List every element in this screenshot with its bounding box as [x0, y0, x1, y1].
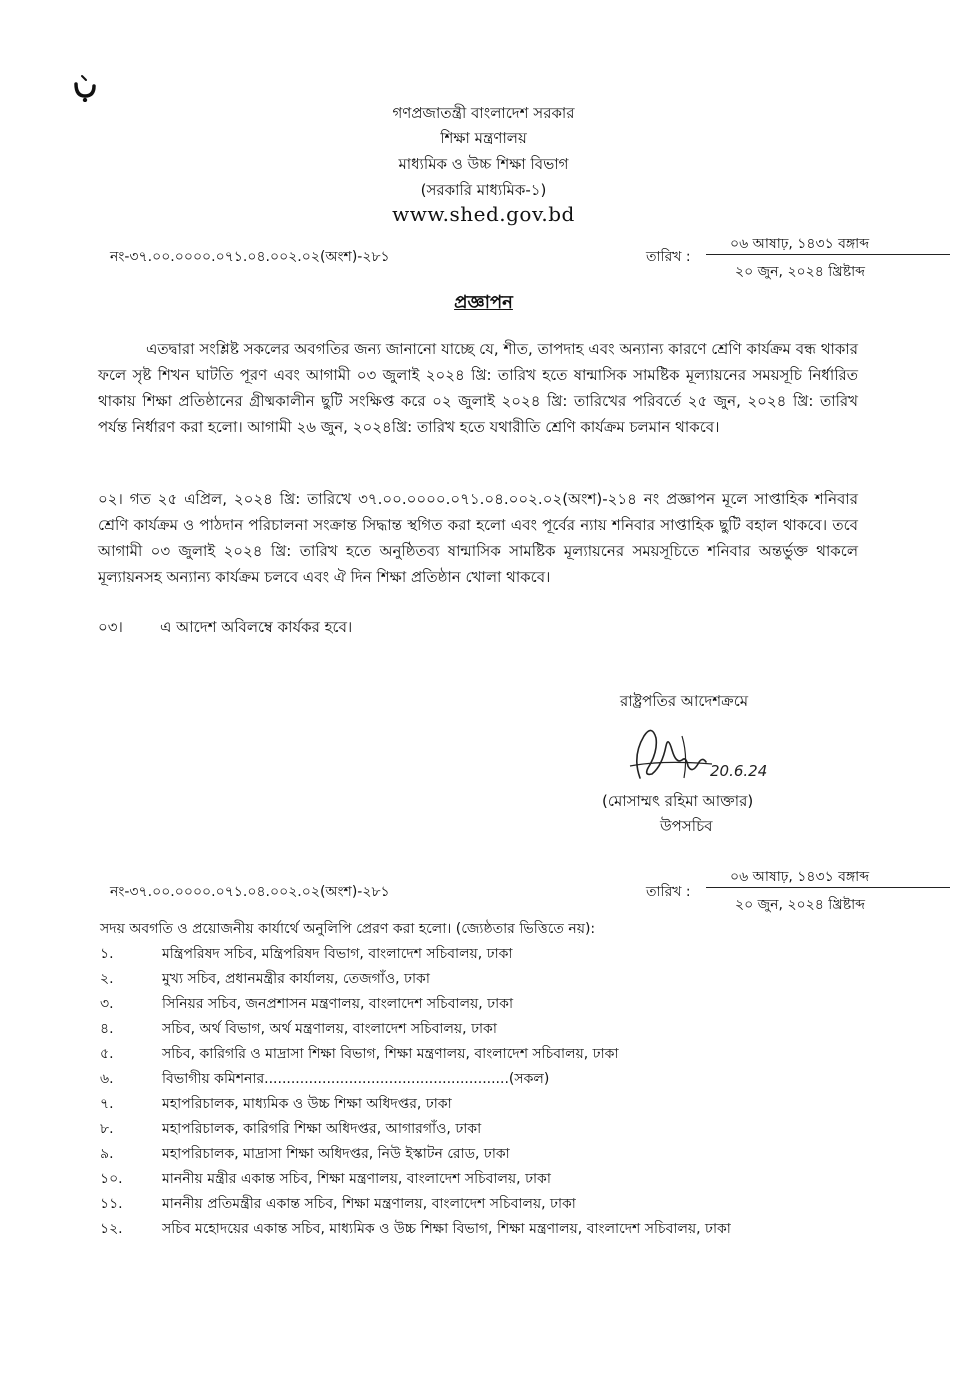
copy-item-text: মহাপরিচালক, মাধ্যমিক ও উচ্চ শিক্ষা অধিদপ্তর, ঢাকা: [162, 1096, 452, 1112]
date-gregorian-copy: ২০ জুন, ২০২৪ খ্রিষ্টাব্দ: [735, 897, 865, 913]
copy-item-text: সিনিয়র সচিব, জনপ্রশাসন মন্ত্রণালয়, বাংলাদেশ সচিবালয়, ঢাকা: [162, 996, 514, 1012]
website-link[interactable]: www.shed.gov.bd: [392, 202, 575, 226]
copy-item-number: ১.: [100, 946, 114, 962]
copy-item-text: মহাপরিচালক, কারিগরি শিক্ষা অধিদপ্তর, আগারগাঁও, ঢাকা: [162, 1121, 482, 1137]
copy-item-number: ৯.: [100, 1146, 114, 1162]
ministry-name: শিক্ষা মন্ত্রণালয়: [440, 129, 527, 147]
paragraph-2: [98, 486, 858, 590]
date-label: তারিখ :: [646, 249, 691, 265]
copy-item-number: ২.: [100, 971, 114, 987]
copy-item-number: ৬.: [100, 1071, 114, 1087]
paragraph-1: [98, 336, 858, 440]
copy-item-text: সচিব মহোদয়ের একান্ত সচিব, মাধ্যমিক ও উচ্চ শিক্ষা বিভাগ, শিক্ষা মন্ত্রণালয়, বাংলাদেশ সচিবালয়, ঢাকা: [162, 1221, 731, 1237]
copy-item-number: ৫.: [100, 1046, 114, 1062]
copy-item-text: সচিব, কারিগরি ও মাদ্রাসা শিক্ষা বিভাগ, শিক্ষা মন্ত্রণালয়, বাংলাদেশ সচিবালয়, ঢাকা: [162, 1046, 619, 1062]
government-name: গণপ্রজাতন্ত্রী বাংলাদেশ সরকার: [392, 104, 575, 122]
notice-title: প্রজ্ঞাপন: [454, 292, 513, 313]
copy-intro: সদয় অবগতি ও প্রয়োজনীয় কার্যার্থে অনুলিপি প্রেরণ করা হলো। (জ্যেষ্ঠতার ভিত্তিতে নয়):: [100, 921, 596, 937]
svg-text:20.6.24: 20.6.24: [710, 762, 768, 780]
paragraph-3-number: ০৩।: [98, 618, 123, 636]
copy-item-text: মুখ্য সচিব, প্রধানমন্ত্রীর কার্যালয়, তেজগাঁও, ঢাকা: [162, 971, 430, 987]
copy-item-number: ৪.: [100, 1021, 114, 1037]
copy-item-number: ১০.: [100, 1171, 123, 1187]
order-line: রাষ্ট্রপতির আদেশক্রমে: [620, 692, 749, 710]
copy-item-number: ৩.: [100, 996, 114, 1012]
copy-item-text: মাননীয় প্রতিমন্ত্রীর একান্ত সচিব, শিক্ষা মন্ত্রণালয়, বাংলাদেশ সচিবালয়, ঢাকা: [162, 1196, 576, 1212]
date-bangla: ০৬ আষাঢ়, ১৪৩১ বঙ্গাব্দ: [730, 236, 870, 252]
date-divider-copy: [706, 887, 950, 888]
copy-item-text: সচিব, অর্থ বিভাগ, অর্থ মন্ত্রণালয়, বাংলাদেশ সচিবালয়, ঢাকা: [162, 1021, 497, 1037]
memo-number-copy: নং-৩৭.০০.০০০০.০৭১.০৪.০০২.০২(অংশ)-২৮১: [110, 884, 390, 900]
signature-image: [622, 716, 792, 796]
copy-item-number: ১১.: [100, 1196, 123, 1212]
paragraph-3-text: এ আদেশ অবিলম্বে কার্যকর হবে।: [160, 618, 353, 636]
paragraph-2-text: ০২। গত ২৫ এপ্রিল, ২০২৪ খ্রি: তারিখে ৩৭.০০.০০০০.০৭১.০৪.০০২.০২(অংশ)-২১৪ নং প্রজ্ঞাপন মূলে সাপ্তাহিক শনিবার শ্রেণি কার্যক্রম ও পাঠদান পরিচালনা সংক্রান্ত সিদ্ধান্ত স্থগিত করা হলো এবং পূর্বের ন্যায় শনিবার সাপ্তাহিক ছুটি বহাল থাকবে। তবে আগামী ০৩ জুলাই ২০২৪ খ্রি: তারিখ হতে অনুষ্ঠিতব্য ষান্মাসিক সামষ্টিক মূল্যায়নের সময়সূচিতে শনিবার অন্তর্ভুক্ত থাকলে মূল্যায়নসহ অন্যান্য কার্যক্রম চলবে এবং ঐ দিন শিক্ষা প্রতিষ্ঠান খোলা থাকবে।: [98, 490, 858, 586]
copy-item-text: মন্ত্রিপরিষদ সচিব, মন্ত্রিপরিষদ বিভাগ, বাংলাদেশ সচিবালয়, ঢাকা: [162, 946, 513, 962]
copy-item-number: ৭.: [100, 1096, 114, 1112]
copy-item-text: মাননীয় মন্ত্রীর একান্ত সচিব, শিক্ষা মন্ত্রণালয়, বাংলাদেশ সচিবালয়, ঢাকা: [162, 1171, 551, 1187]
division-name: মাধ্যমিক ও উচ্চ শিক্ষা বিভাগ: [398, 155, 569, 173]
memo-number: নং-৩৭.০০.০০০০.০৭১.০৪.০০২.০২(অংশ)-২৮১: [110, 249, 390, 265]
paragraph-1-text: এতদ্বারা সংশ্লিষ্ট সকলের অবগতির জন্য জানানো যাচ্ছে যে, শীত, তাপদাহ এবং অন্যান্য কারণে শ্রেণি কার্যক্রম বন্ধ থাকার ফলে সৃষ্ট শিখন ঘাটতি পূরণ এবং আগামী ০৩ জুলাই ২০২৪ খ্রি: তারিখ হতে ষান্মাসিক সামষ্টিক মূল্যায়নের সময়সূচি নির্ধারিত থাকায় শিক্ষা প্রতিষ্ঠানের গ্রীষ্মকালীন ছুটি সংক্ষিপ্ত করে ০২ জুলাই ২০২৪ খ্রি: তারিখের পরিবর্তে ২৫ জুন, ২০২৪ খ্রি: তারিখ পর্যন্ত নির্ধারণ করা হলো। আগামী ২৬ জুন, ২০২৪খ্রি: তারিখ হতে যথারীতি শ্রেণি কার্যক্রম চলমান থাকবে।: [98, 340, 858, 436]
signatory-designation: উপসচিব: [660, 817, 713, 835]
copy-item-text: বিভাগীয় কমিশনার.......................................................(সকল): [162, 1071, 550, 1087]
signatory-name: (মোসাম্মৎ রহিমা আক্তার): [602, 792, 754, 810]
copy-item-text: মহাপরিচালক, মাদ্রাসা শিক্ষা অধিদপ্তর, নিউ ইস্কাটন রোড, ঢাকা: [162, 1146, 510, 1162]
copy-item-number: ৮.: [100, 1121, 114, 1137]
islamic-symbol-icon: [70, 70, 100, 102]
date-bangla-copy: ০৬ আষাঢ়, ১৪৩১ বঙ্গাব্দ: [730, 869, 870, 885]
section-name: (সরকারি মাধ্যমিক-১): [420, 181, 547, 199]
date-gregorian: ২০ জুন, ২০২৪ খ্রিষ্টাব্দ: [735, 264, 865, 280]
date-label-copy: তারিখ :: [646, 884, 691, 900]
date-divider: [706, 254, 950, 255]
copy-item-number: ১২.: [100, 1221, 123, 1237]
